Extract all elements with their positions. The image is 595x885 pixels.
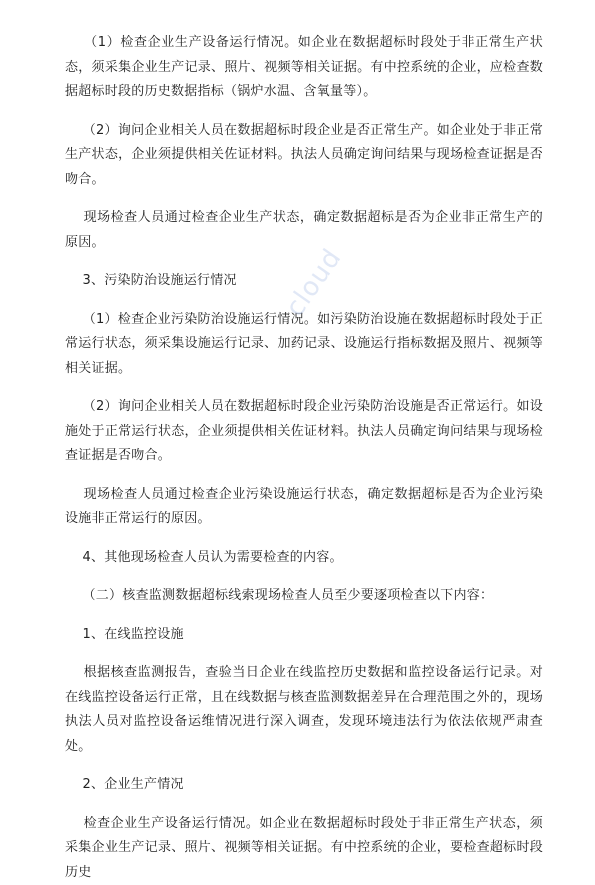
watermark: cloud (280, 243, 348, 322)
paragraph-5: （2）询问企业相关人员在数据超标时段企业污染防治设施是否正常运行。如设施处于正常运行状态，企业须提供相关佐证材料。执法人员确定询问结果与现场检查证据是否吻合。 (65, 395, 543, 469)
paragraph-1: （1）检查企业生产设备运行情况。如企业在数据超标时段处于非正常生产状态，须采集企业生产记录、照片、视频等相关证据。有中控系统的企业，应检查数据超标时段的历史数据指标（锅炉水温、含氧量等）。 (65, 31, 543, 105)
paragraph-6: 现场检查人员通过检查企业污染设施运行状态，确定数据超标是否为企业污染设施非正常运行的原因。 (65, 483, 543, 532)
paragraph-8: 检查企业生产设备运行情况。如企业在数据超标时段处于非正常生产状态，须采集企业生产记录、照片、视频等相关证据。有中控系统的企业，要检查超标时段历史 (65, 812, 543, 885)
paragraph-3: 现场检查人员通过检查企业生产状态，确定数据超标是否为企业非正常生产的原因。 (65, 206, 543, 255)
section-heading-2: 2、企业生产情况 (65, 773, 543, 798)
document-body (65, 31, 543, 885)
section-heading-1: 1、在线监控设施 (65, 623, 543, 648)
paragraph-4: （1）检查企业污染防治设施运行情况。如污染防治设施在数据超标时段处于正常运行状态，须采集设施运行记录、加药记录、设施运行指标数据及照片、视频等相关证据。 (65, 308, 543, 382)
section-heading-part-2: （二）核查监测数据超标线索现场检查人员至少要逐项检查以下内容： (65, 584, 543, 609)
paragraph-2: （2）询问企业相关人员在数据超标时段企业是否正常生产。如企业处于非正常生产状态，企业须提供相关佐证材料。执法人员确定询问结果与现场检查证据是否吻合。 (65, 119, 543, 193)
section-heading-4: 4、其他现场检查人员认为需要检查的内容。 (65, 546, 543, 571)
paragraph-7: 根据核查监测报告，查验当日企业在线监控历史数据和监控设备运行记录。对在线监控设备运行正常，且在线数据与核查监测数据差异在合理范围之外的，现场执法人员对监控设备运维情况进行深入调查，发现环境违法行为依法依规严肃查处。 (65, 661, 543, 759)
section-heading-3: 3、污染防治设施运行情况 (65, 269, 543, 294)
